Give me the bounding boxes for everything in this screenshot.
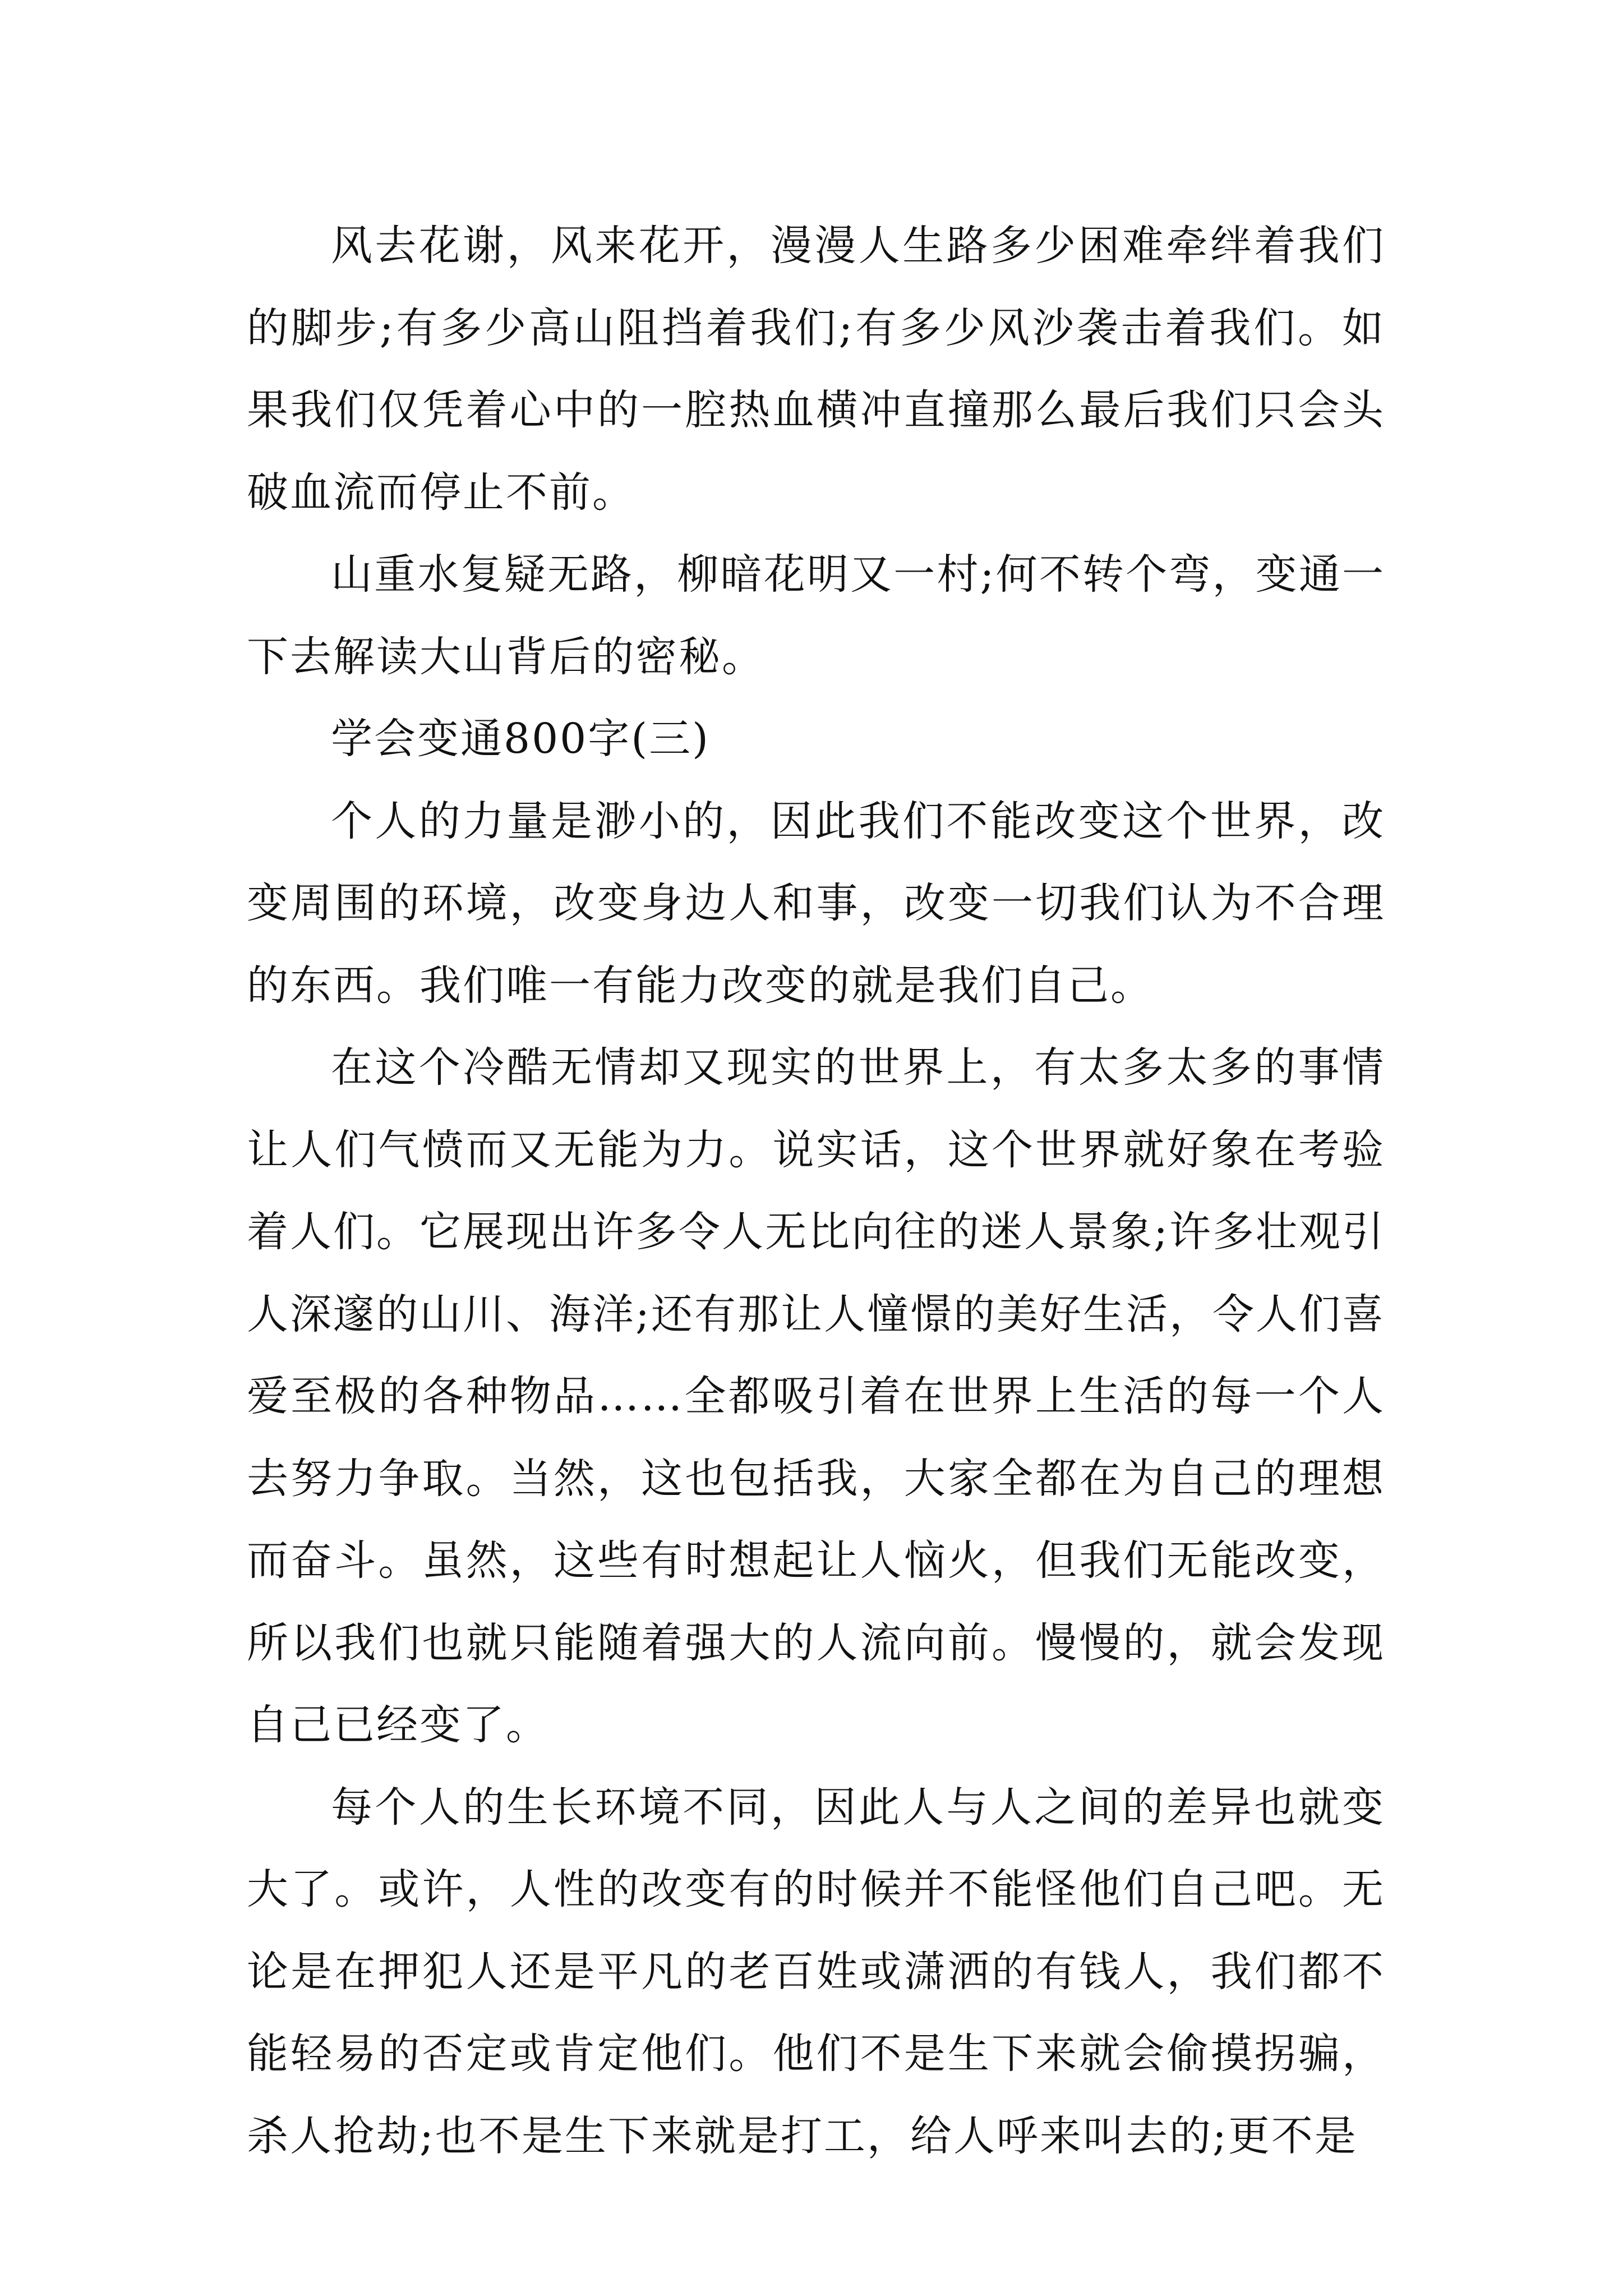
paragraph-wind-flowers: 风去花谢，风来花开，漫漫人生路多少困难牵绊着我们的脚步;有多少高山阻挡着我们;有多少风沙袭击着我们。如果我们仅凭着心中的一腔热血横冲直撞那么最后我们只会头破血流而停止不前。 — [247, 222, 1385, 517]
paragraph-cold-world: 在这个冷酷无情却又现实的世界上，有太多太多的事情让人们气愤而又无能为力。说实话，这个世界就好象在考验着人们。它展现出许多令人无比向往的迷人景象;许多壮观引人深邃的山川、海洋;还有那让人憧憬的美好生活，令人们喜爱至极的各种物品……全都吸引着在世界上生活的每一个人去努力争取。当然，这也包括我，大家全都在为自己的理想而奋斗。虽然，这些有时想起让人恼火，但我们无能改变，所以我们也就只能随着强大的人流向前。慢慢的，就会发现自己已经变了。 — [247, 1043, 1385, 1749]
document-body — [247, 205, 1385, 2177]
section-heading: 学会变通800字(三) — [331, 715, 710, 763]
paragraph-individual-power: 个人的力量是渺小的，因此我们不能改变这个世界，改变周围的环境，改变身边人和事，改变一切我们认为不合理的东西。我们唯一有能力改变的就是我们自己。 — [247, 797, 1385, 1010]
paragraph-growth-environment: 每个人的生长环境不同，因此人与人之间的差异也就变大了。或许，人性的改变有的时候并不能怪他们自己吧。无论是在押犯人还是平凡的老百姓或潇洒的有钱人，我们都不能轻易的否定或肯定他们。他们不是生下来就会偷摸拐骗，杀人抢劫;也不是生下来就是打工，给人呼来叫去的;更不是 — [247, 1783, 1385, 2160]
paragraph-mountains-rivers: 山重水复疑无路，柳暗花明又一村;何不转个弯，变通一下去解读大山背后的密秘。 — [247, 550, 1385, 681]
